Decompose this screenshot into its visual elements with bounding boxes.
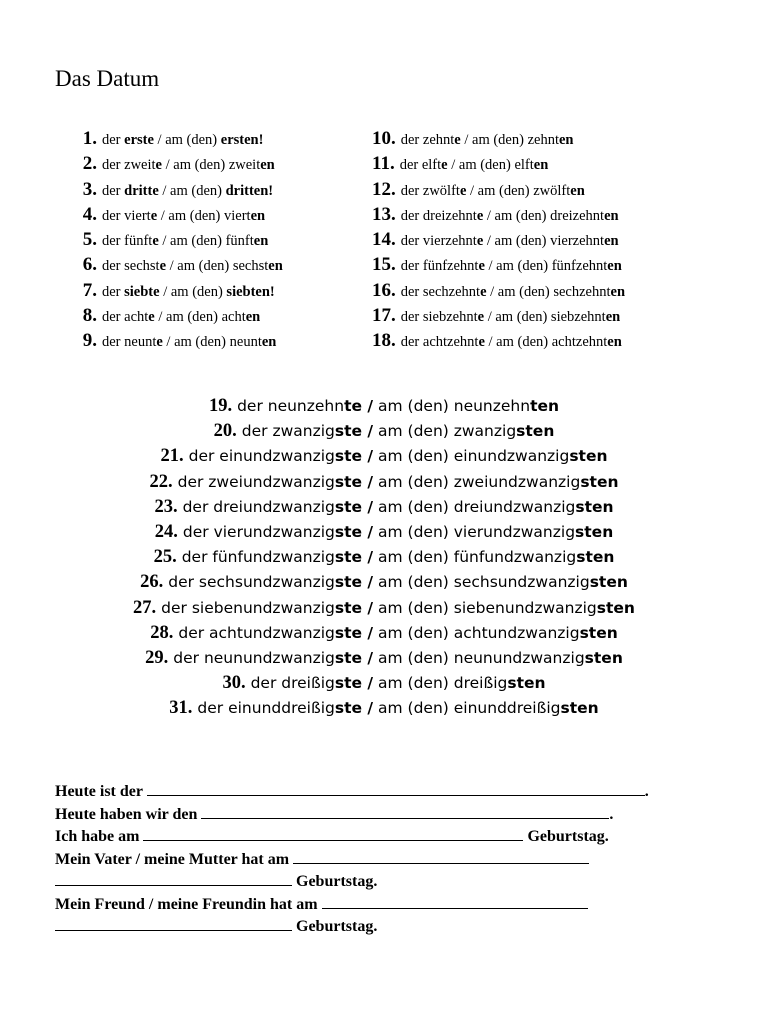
dative-ending: sten	[576, 548, 615, 567]
ordinal-ending: ste	[334, 548, 363, 567]
dative-ending: sten	[589, 573, 628, 592]
ordinal-ending: e	[478, 334, 485, 351]
date-number: 6.	[82, 254, 97, 276]
date-entry	[75, 303, 283, 328]
date-entry	[0, 470, 768, 495]
date-number: 17.	[372, 305, 396, 327]
date-entry	[0, 444, 768, 469]
ordinal-ending: e	[152, 233, 159, 250]
date-number: 8.	[82, 305, 97, 327]
dative-stem: am (den) siebenundzwanzig	[373, 598, 597, 617]
ordinal-stem: der fünfzehnt	[400, 258, 479, 275]
date-number: 28.	[150, 622, 174, 643]
ordinal-ending: e	[159, 258, 167, 275]
separator: /	[362, 598, 374, 617]
dative-ending: sten	[584, 648, 623, 667]
dative-stem: / am (den) sechst	[166, 258, 269, 275]
ordinal-ending: te	[344, 397, 363, 415]
dative-ending: en	[604, 233, 619, 250]
ordinal-stem: der zwölft	[400, 182, 460, 199]
answer-blank[interactable]	[293, 848, 589, 864]
dative-stem: am (den) achtundzwanzig	[373, 623, 580, 642]
separator: /	[362, 522, 374, 541]
date-entry	[372, 252, 625, 277]
date-number: 30.	[222, 673, 246, 694]
dative-stem: am (den) dreiundzwanzig	[373, 497, 576, 516]
dative-stem: am (den) fünfundzwanzig	[373, 548, 577, 567]
dative-ending: en	[570, 182, 585, 199]
ordinal-ending: e	[150, 207, 158, 224]
answer-blank[interactable]	[322, 893, 588, 909]
date-number: 27.	[133, 597, 157, 618]
dative-stem: am (den) neunundzwanzig	[373, 648, 585, 667]
date-entry	[372, 328, 625, 353]
ordinal-ending: e	[480, 283, 487, 300]
dative-stem: am (den) einunddreißig	[373, 699, 561, 718]
ordinal-stem: der neunundzwanzig	[173, 648, 335, 667]
dative-ending: dritten!	[225, 182, 274, 199]
dative-ending: en	[268, 258, 283, 275]
ordinal-stem: der einundzwanzig	[188, 447, 335, 466]
date-number: 1.	[82, 128, 97, 149]
ordinal-stem: der fünfundzwanzig	[181, 548, 335, 567]
date-entry	[75, 202, 283, 227]
ordinal-stem: der zehnt	[400, 132, 455, 148]
dative-stem: am (den) zwanzig	[373, 422, 517, 441]
ordinal-ending: e	[156, 334, 163, 351]
ordinal-ending: e	[476, 233, 484, 250]
dative-stem: am (den) neunzehn	[373, 397, 531, 415]
ordinal-stem: der achtzehnt	[400, 334, 479, 351]
dative-stem: / am (den) viert	[157, 207, 251, 224]
date-entry	[372, 202, 625, 227]
ordinal-stem: der	[102, 283, 125, 300]
dative-ending: en	[260, 157, 275, 174]
ordinal-stem: der neunt	[102, 334, 157, 351]
ordinal-ending: ste	[334, 598, 363, 617]
ordinal-ending: ste	[334, 648, 363, 667]
dative-ending: sten	[580, 472, 619, 491]
dative-stem: / am (den) vierzehnt	[483, 233, 605, 250]
exercise-text: Geburtstag.	[527, 828, 609, 845]
ordinal-stem: der siebzehnt	[400, 309, 478, 326]
date-number: 9.	[82, 330, 97, 352]
dative-ending: sten	[575, 497, 614, 516]
date-entry	[0, 646, 768, 671]
dative-ending: ten	[530, 397, 560, 415]
exercise-text: .	[609, 805, 614, 823]
date-entry	[0, 520, 768, 545]
exercise-line-7	[55, 915, 695, 938]
ordinal-stem: der	[102, 182, 125, 199]
date-number: 16.	[372, 279, 396, 301]
ordinal-stem: der vierzehnt	[400, 233, 477, 250]
date-number: 13.	[372, 203, 396, 225]
date-number: 14.	[372, 229, 396, 251]
date-number: 21.	[160, 446, 184, 467]
ordinal-ending: ste	[334, 497, 363, 516]
dates-19-31-list	[0, 394, 768, 721]
ordinal-stem: der vierundzwanzig	[182, 522, 335, 541]
dative-stem: / am (den) sechzehnt	[486, 283, 611, 300]
date-number: 25.	[153, 547, 177, 568]
dative-ending: en	[245, 309, 261, 326]
dative-ending: sten	[516, 422, 555, 441]
dative-stem: / am (den) zweit	[161, 157, 261, 174]
dative-ending: en	[607, 258, 622, 275]
ordinal-stem: der einunddreißig	[197, 699, 335, 718]
dative-ending: sten	[569, 447, 608, 466]
date-entry	[75, 328, 283, 353]
separator: /	[362, 497, 374, 516]
date-number: 3.	[82, 178, 97, 200]
date-number: 18.	[372, 330, 396, 352]
dative-stem: am (den) einundzwanzig	[373, 447, 570, 466]
page-title: Das Datum	[55, 66, 160, 91]
dative-ending: siebten!	[226, 283, 275, 300]
date-entry	[75, 278, 283, 303]
answer-blank[interactable]	[143, 825, 523, 841]
separator: /	[362, 422, 374, 441]
ordinal-ending: ste	[334, 573, 363, 592]
ordinal-stem: der	[102, 132, 125, 148]
dative-stem: / am (den) elft	[447, 157, 534, 174]
date-entry	[75, 126, 283, 151]
dative-ending: en	[607, 334, 622, 351]
separator: /	[362, 397, 374, 415]
exercise-line-2	[55, 803, 695, 826]
date-entry	[0, 419, 768, 444]
date-entry	[0, 570, 768, 595]
dative-ending: en	[610, 283, 626, 300]
dates-10-18-list	[372, 126, 625, 354]
separator: /	[362, 472, 374, 491]
date-entry	[0, 621, 768, 646]
date-number: 15.	[372, 254, 396, 276]
dative-ending: en	[558, 132, 574, 148]
separator: /	[362, 447, 374, 466]
dative-stem: / am (den) fünfzehnt	[484, 258, 608, 275]
date-number: 20.	[213, 421, 237, 442]
dative-ending: ersten!	[220, 132, 264, 148]
answer-blank[interactable]	[55, 915, 292, 931]
answer-blank[interactable]	[147, 780, 645, 796]
date-number: 22.	[149, 471, 173, 492]
dative-ending: en	[253, 233, 269, 250]
date-number: 19.	[208, 396, 233, 416]
date-number: 2.	[82, 153, 97, 175]
date-number: 11.	[372, 153, 395, 175]
date-entry	[372, 177, 625, 202]
dative-stem: / am (den)	[159, 283, 227, 300]
date-number: 24.	[154, 521, 178, 542]
ordinal-ending: e	[454, 132, 461, 148]
ordinal-stem: der fünft	[102, 233, 153, 250]
ordinal-ending: e	[441, 157, 448, 174]
dative-stem: am (den) dreißig	[373, 674, 508, 693]
exercise-line-6	[55, 893, 695, 916]
ordinal-stem: der elft	[399, 157, 442, 174]
dative-stem: / am (den) dreizehnt	[483, 207, 605, 224]
dative-ending: en	[250, 207, 266, 224]
date-entry	[0, 545, 768, 570]
date-number: 23.	[154, 496, 178, 517]
dative-stem: / am (den) fünft	[158, 233, 254, 250]
dative-ending: sten	[575, 522, 614, 541]
ordinal-ending: ste	[334, 447, 363, 466]
ordinal-stem: der sechsundzwanzig	[168, 573, 335, 592]
exercise-text: Mein Freund / meine Freundin hat am	[55, 895, 318, 913]
separator: /	[362, 699, 374, 718]
ordinal-ending: e	[459, 182, 467, 199]
ordinal-ending: ste	[334, 623, 363, 642]
ordinal-ending: e	[476, 207, 484, 224]
date-entry	[75, 151, 283, 176]
date-entry	[0, 495, 768, 520]
date-entry	[0, 596, 768, 621]
date-number: 4.	[82, 203, 97, 225]
dative-ending: sten	[507, 674, 546, 693]
dative-ending: en	[533, 157, 549, 174]
exercise-text: Geburtstag.	[296, 918, 378, 935]
dative-ending: en	[604, 207, 619, 224]
dative-stem: / am (den)	[153, 132, 221, 148]
dative-ending: en	[605, 309, 621, 326]
ordinal-stem: der dreiundzwanzig	[182, 497, 335, 516]
separator: /	[362, 573, 374, 592]
ordinal-ending: dritte	[124, 182, 159, 199]
ordinal-ending: e	[148, 309, 155, 326]
date-entry	[372, 126, 625, 151]
ordinal-ending: siebte	[124, 283, 160, 300]
separator: /	[362, 674, 374, 693]
date-number: 5.	[82, 229, 97, 251]
ordinal-stem: der dreizehnt	[400, 207, 477, 224]
ordinal-ending: ste	[334, 472, 363, 491]
answer-blank[interactable]	[201, 803, 609, 819]
dative-stem: am (den) zweiundzwanzig	[373, 472, 581, 491]
exercise-text: Heute ist der	[55, 783, 143, 800]
date-number: 7.	[82, 279, 97, 301]
date-entry	[0, 696, 768, 721]
dative-stem: / am (den) neunt	[162, 334, 262, 351]
ordinal-stem: der neunzehn	[237, 397, 345, 415]
ordinal-stem: der zweiundzwanzig	[177, 472, 335, 491]
dative-stem: / am (den) zehnt	[460, 132, 559, 148]
ordinal-stem: der sechst	[102, 258, 160, 275]
separator: /	[362, 548, 374, 567]
date-entry	[372, 151, 625, 176]
ordinal-stem: der sechzehnt	[400, 283, 481, 300]
exercise-text: Mein Vater / meine Mutter hat am	[55, 850, 290, 868]
exercise-line-3	[55, 825, 695, 848]
date-number: 29.	[145, 647, 169, 668]
dative-stem: am (den) vierundzwanzig	[373, 522, 576, 541]
ordinal-stem: der dreißig	[250, 674, 335, 693]
date-entry	[75, 177, 283, 202]
ordinal-stem: der achtundzwanzig	[178, 623, 335, 642]
ordinal-ending: e	[477, 309, 485, 326]
date-number: 26.	[140, 572, 164, 593]
dative-ending: sten	[596, 598, 635, 617]
exercise-text: Heute haben wir den	[55, 805, 198, 823]
date-entry	[75, 252, 283, 277]
date-number: 31.	[169, 698, 193, 719]
dative-ending: sten	[579, 623, 618, 642]
dative-ending: en	[261, 334, 277, 351]
dative-stem: / am (den) siebzehnt	[484, 309, 606, 326]
dative-stem: / am (den)	[158, 182, 226, 199]
ordinal-stem: der acht	[102, 309, 149, 326]
date-entry	[0, 671, 768, 696]
separator: /	[362, 648, 374, 667]
date-entry	[372, 227, 625, 252]
ordinal-ending: ste	[334, 674, 363, 693]
date-number: 12.	[372, 178, 396, 200]
ordinal-ending: e	[478, 258, 485, 275]
fill-in-exercise	[55, 780, 695, 938]
date-entry	[0, 394, 768, 419]
date-entry	[75, 227, 283, 252]
dative-stem: / am (den) acht	[154, 309, 246, 326]
date-entry	[372, 278, 625, 303]
ordinal-ending: ste	[334, 699, 363, 718]
exercise-text: Geburtstag.	[296, 873, 378, 890]
exercise-line-1	[55, 780, 695, 803]
exercise-text: .	[644, 783, 649, 800]
date-number: 10.	[372, 128, 396, 149]
dative-ending: sten	[560, 699, 599, 718]
ordinal-ending: ste	[334, 422, 363, 441]
ordinal-ending: erste	[124, 132, 154, 148]
dative-stem: / am (den) zwölft	[466, 182, 571, 199]
dative-stem: am (den) sechsundzwanzig	[373, 573, 590, 592]
ordinal-ending: e	[155, 157, 162, 174]
separator: /	[362, 623, 374, 642]
exercise-line-4	[55, 848, 695, 871]
answer-blank[interactable]	[55, 870, 292, 886]
ordinal-stem: der zweit	[102, 157, 156, 174]
dates-1-9-list	[75, 126, 283, 354]
ordinal-ending: ste	[334, 522, 363, 541]
ordinal-stem: der zwanzig	[241, 422, 335, 441]
ordinal-stem: der siebenundzwanzig	[161, 598, 335, 617]
dative-stem: / am (den) achtzehnt	[484, 334, 608, 351]
ordinal-stem: der viert	[102, 207, 151, 224]
date-entry	[372, 303, 625, 328]
exercise-line-5	[55, 870, 695, 893]
exercise-text: Ich habe am	[55, 828, 140, 845]
